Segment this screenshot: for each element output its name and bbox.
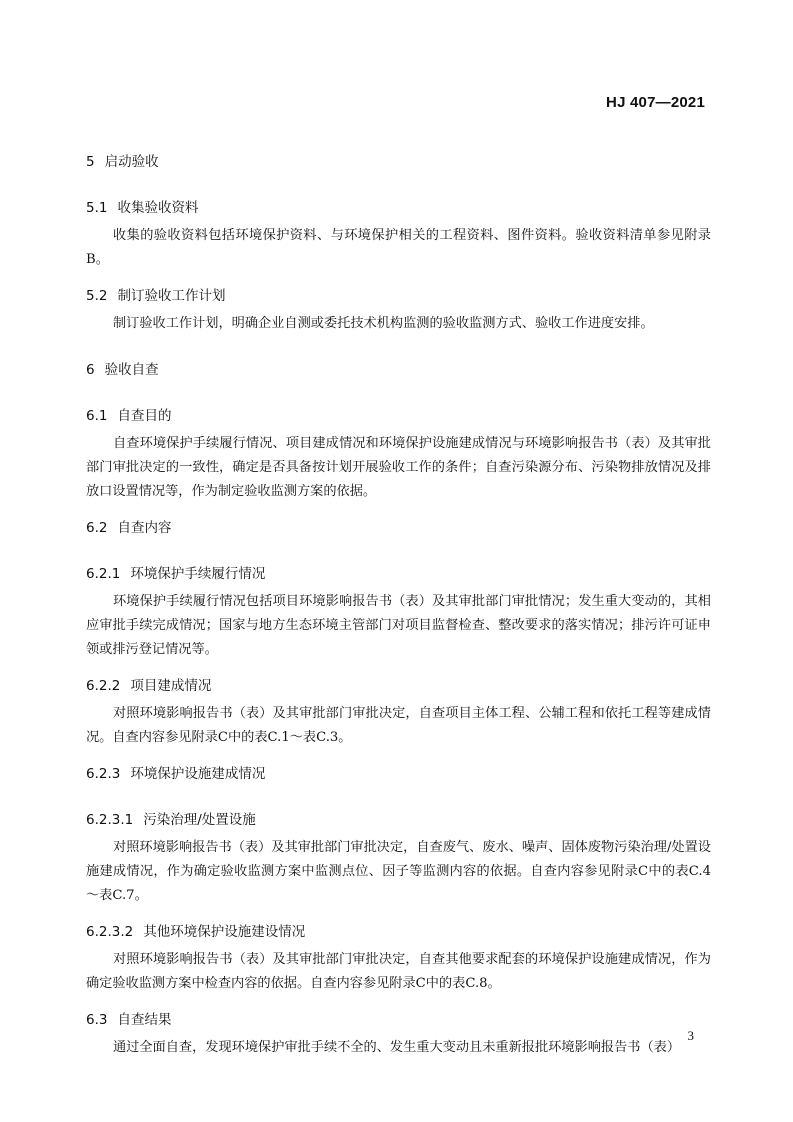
paragraph-6-1: 自查环境保护手续履行情况、项目建成情况和环境保护设施建成情况与环境影响报告书（表）及其审批部门审批决定的一致性，确定是否具备按计划开展验收工作的条件；自查污染源分布、污染物排放情况及排放口设置情况等，作为制定验收监测方案的依据。 bbox=[86, 436, 711, 499]
section-heading-5-1 bbox=[86, 196, 711, 220]
section-title: 环境保护手续履行情况 bbox=[130, 566, 266, 582]
section-number: 6.2 bbox=[86, 520, 108, 536]
section-number: 6 bbox=[86, 362, 95, 378]
section-number: 6.2.3 bbox=[86, 766, 121, 782]
section-heading-5-2 bbox=[86, 284, 711, 308]
section-title: 验收自查 bbox=[104, 362, 159, 378]
paragraph-6-2-1: 环境保护手续履行情况包括项目环境影响报告书（表）及其审批部门审批情况；发生重大变动的，其相应审批手续完成情况；国家与地方生态环境主管部门对项目监督检查、整改要求的落实情况；排污许可证申领或排污登记情况等。 bbox=[86, 594, 711, 657]
paragraph-6-3: 通过全面自查，发现环境保护审批手续不全的、发生重大变动且未重新报批环境影响报告书（表） bbox=[113, 1040, 681, 1055]
section-heading-6 bbox=[86, 358, 711, 382]
section-number: 6.1 bbox=[86, 408, 108, 424]
section-number: 6.3 bbox=[86, 1012, 108, 1028]
section-title: 自查内容 bbox=[117, 520, 172, 536]
section-heading-6-2-3 bbox=[86, 762, 711, 786]
section-title: 项目建成情况 bbox=[130, 678, 212, 694]
section-number: 5.2 bbox=[86, 288, 108, 304]
section-number: 6.2.3.2 bbox=[86, 924, 134, 940]
section-title: 制订验收工作计划 bbox=[117, 288, 226, 304]
paragraph-5-1: 收集的验收资料包括环境保护资料、与环境保护相关的工程资料、图件资料。验收资料清单参见附录B。 bbox=[86, 228, 711, 267]
paragraph-6-2-2: 对照环境影响报告书（表）及其审批部门审批决定，自查项目主体工程、公辅工程和依托工程等建成情况。自查内容参见附录C中的表C.1～表C.3。 bbox=[86, 706, 711, 745]
section-heading-6-2-3-1 bbox=[86, 808, 711, 832]
section-title: 污染治理/处置设施 bbox=[143, 812, 256, 828]
section-title: 其他环境保护设施建设情况 bbox=[143, 924, 306, 940]
document-code: HJ 407—2021 bbox=[606, 94, 705, 111]
paragraph-6-2-3-2: 对照环境影响报告书（表）及其审批部门审批决定，自查其他要求配套的环境保护设施建成情况，作为确定验收监测方案中检查内容的依据。自查内容参见附录C中的表C.8。 bbox=[86, 952, 711, 991]
section-title: 启动验收 bbox=[104, 154, 159, 170]
section-number: 6.2.1 bbox=[86, 566, 121, 582]
section-title: 自查结果 bbox=[117, 1012, 172, 1028]
section-number: 5.1 bbox=[86, 200, 108, 216]
section-heading-6-2-2 bbox=[86, 674, 711, 698]
section-title: 收集验收资料 bbox=[117, 200, 199, 216]
section-heading-6-2 bbox=[86, 516, 711, 540]
document-body bbox=[86, 150, 711, 1060]
section-title: 自查目的 bbox=[117, 408, 172, 424]
section-number: 5 bbox=[86, 154, 95, 170]
section-number: 6.2.3.1 bbox=[86, 812, 134, 828]
paragraph-5-2: 制订验收工作计划，明确企业自测或委托技术机构监测的验收监测方式、验收工作进度安排。 bbox=[113, 316, 654, 331]
paragraph-6-2-3-1: 对照环境影响报告书（表）及其审批部门审批决定，自查废气、废水、噪声、固体废物污染治理/处置设施建成情况，作为确定验收监测方案中监测点位、因子等监测内容的依据。自查内容参见附录C中的表C.4～表C.7。 bbox=[86, 840, 711, 903]
section-heading-6-2-1 bbox=[86, 562, 711, 586]
section-heading-5 bbox=[86, 150, 711, 174]
page-number: 3 bbox=[687, 1028, 694, 1043]
section-heading-6-3 bbox=[86, 1008, 711, 1032]
section-title: 环境保护设施建成情况 bbox=[130, 766, 266, 782]
section-heading-6-2-3-2 bbox=[86, 920, 711, 944]
section-heading-6-1 bbox=[86, 404, 711, 428]
section-number: 6.2.2 bbox=[86, 678, 121, 694]
